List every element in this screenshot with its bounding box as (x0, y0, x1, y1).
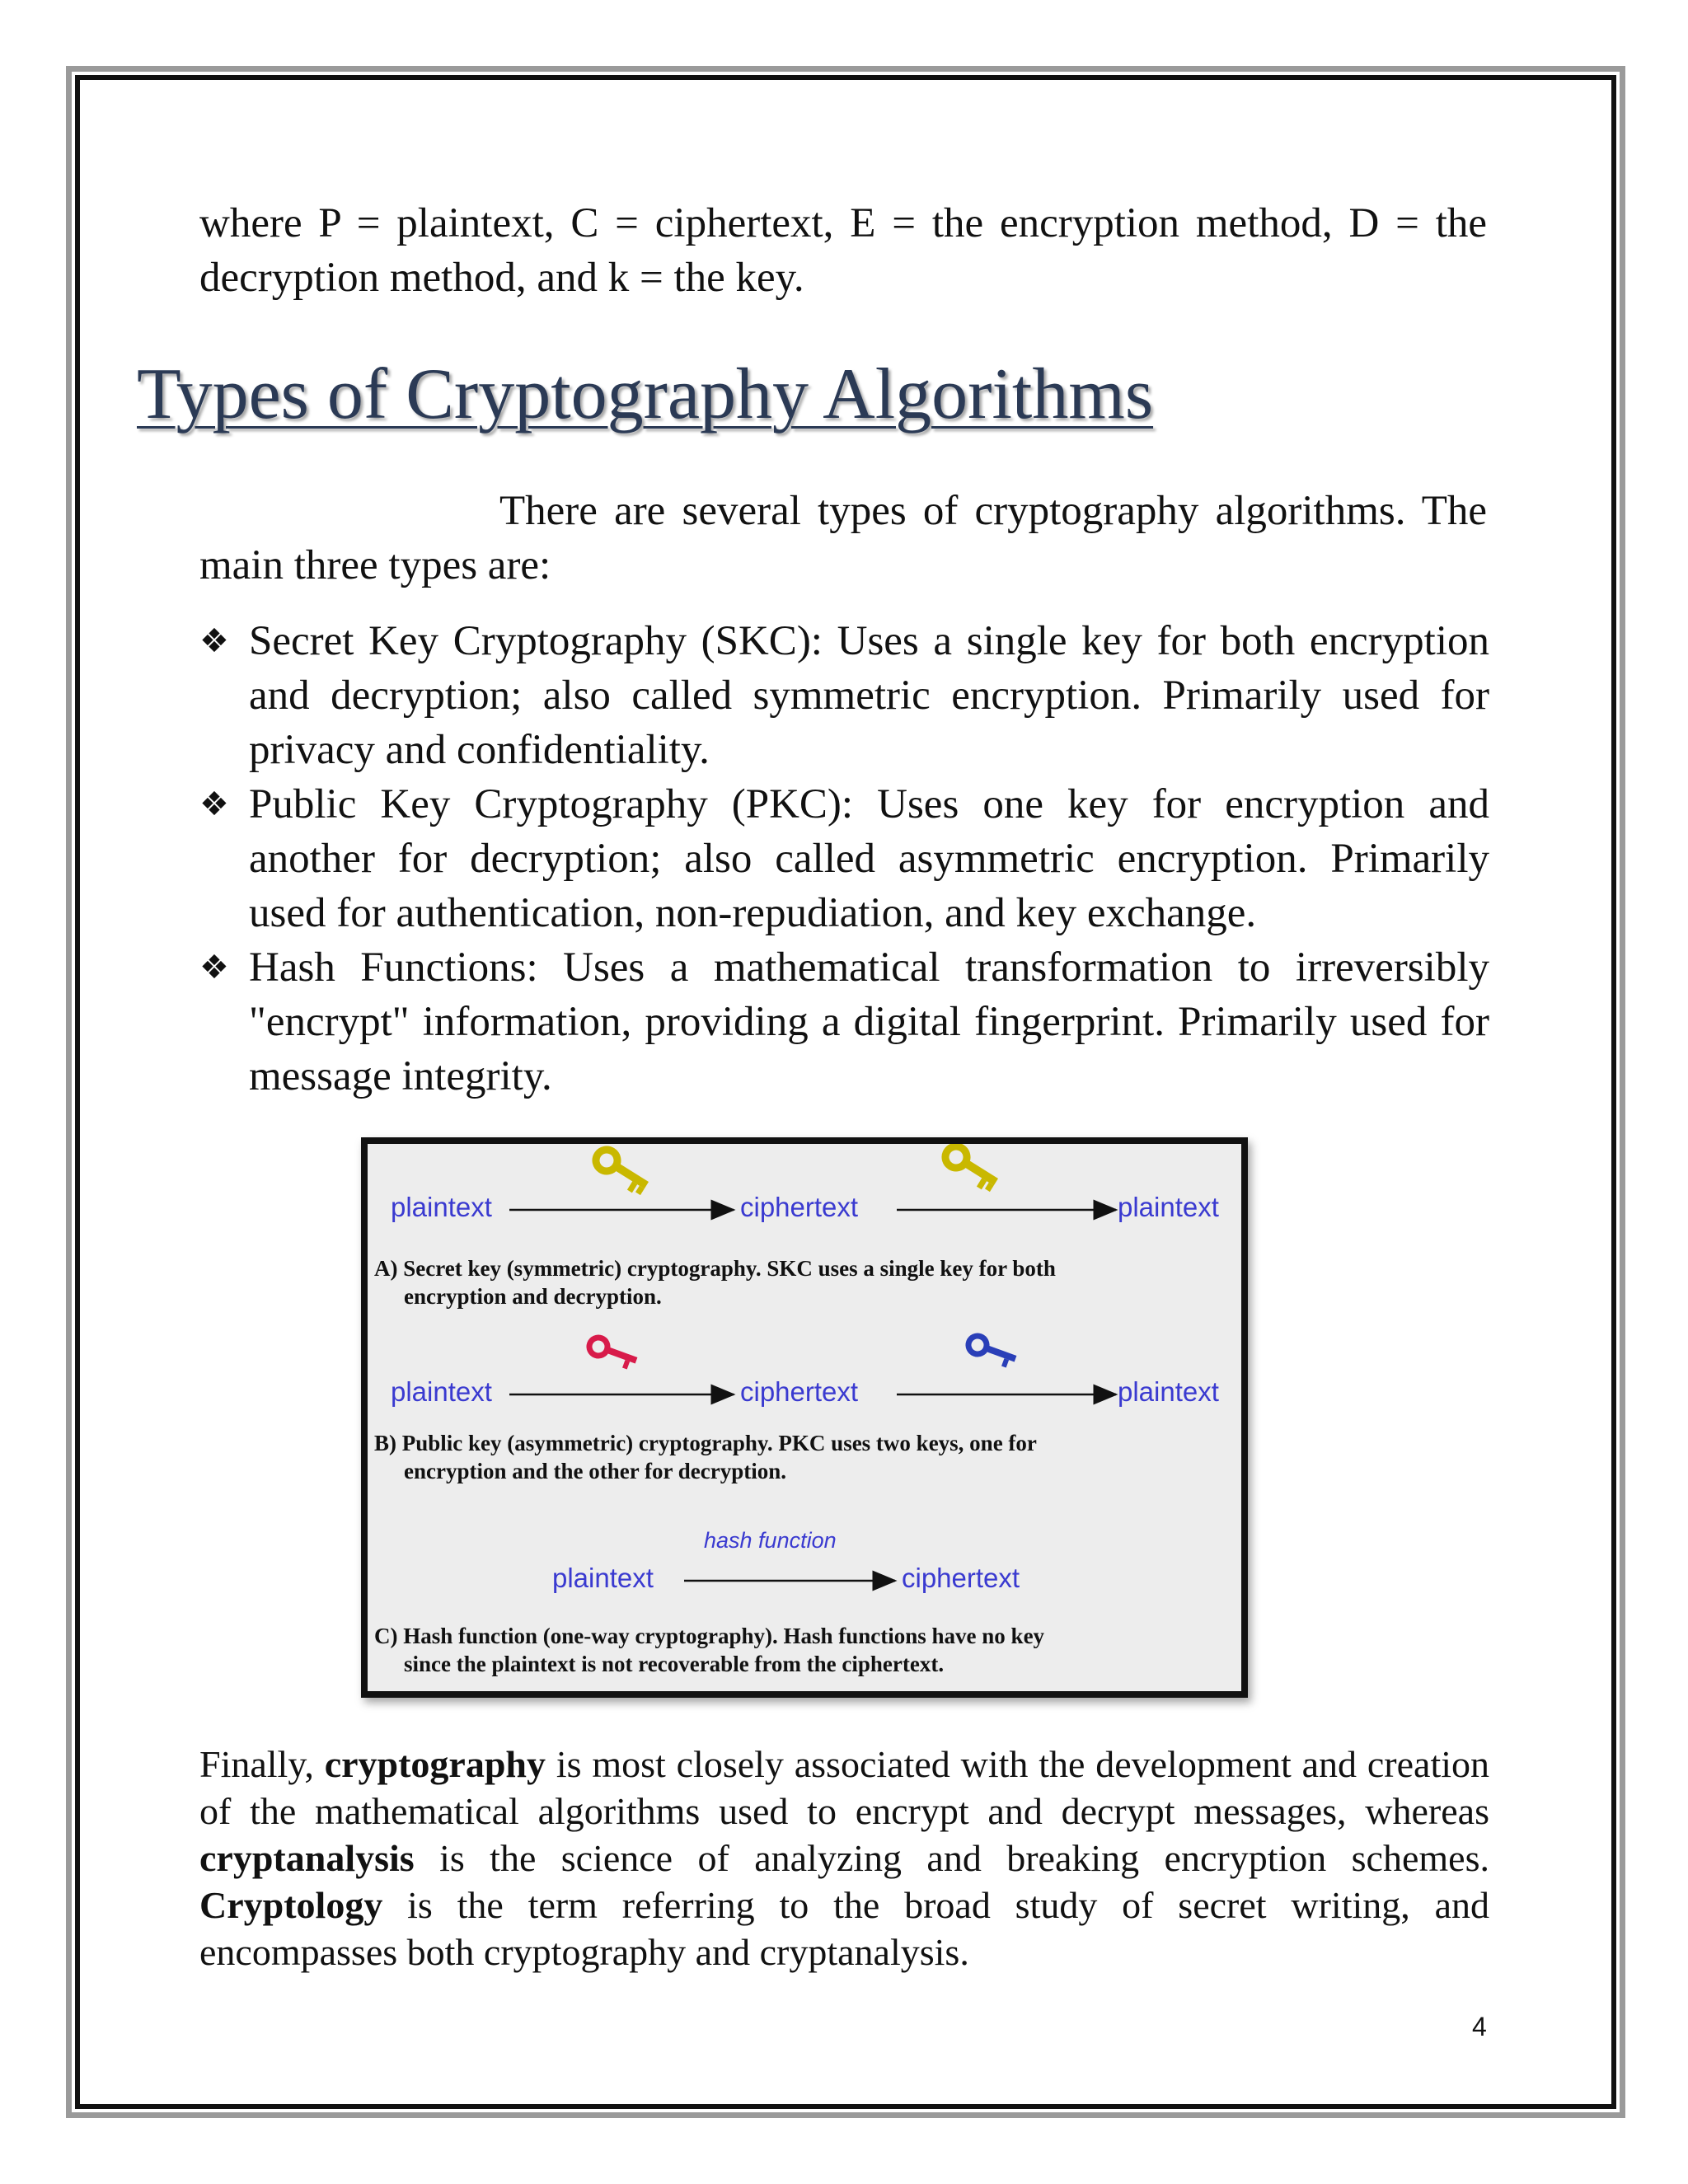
key-icon (590, 1146, 652, 1197)
hash-function-label: hash function (704, 1528, 837, 1553)
closing-text: Finally, (199, 1743, 325, 1785)
list-item-skc (199, 614, 1489, 777)
term-cryptology: Cryptology (199, 1884, 383, 1926)
diamond-bullet-icon: ❖ (199, 949, 229, 987)
closing-text: is the science of analyzing and breaking encryption schemes. (414, 1837, 1489, 1879)
list-item-hash (199, 940, 1489, 1104)
list-item-pkc (199, 777, 1489, 940)
lead-paragraph (199, 484, 1487, 593)
caption-line: C) Hash function (one-way cryptography). Hash functions have no key (374, 1624, 1045, 1648)
figure-caption-b (374, 1429, 1231, 1485)
cryptography-types-figure (361, 1137, 1248, 1698)
section-heading: Types of Cryptography Algorithms (137, 354, 1154, 434)
flow-label: plaintext (1118, 1192, 1219, 1222)
flow-label: ciphertext (902, 1563, 1020, 1593)
closing-paragraph (199, 1741, 1489, 1975)
flow-label: plaintext (1118, 1376, 1219, 1407)
closing-text: is most closely associated with the development and creation of the mathematical algorithms used to encrypt and decrypt messages, whereas (199, 1743, 1489, 1832)
list-item-text: Hash Functions: Uses a mathematical transformation to irreversibly "encrypt" information, providing a digital fingerprint. Primarily used for message integrity. (249, 944, 1489, 1099)
list-item-text: Public Key Cryptography (PKC): Uses one key for encryption and another for decryption; also called asymmetric encryption. Primarily used for authentication, non-repudiation, and key exchange. (249, 781, 1489, 936)
flow-label: plaintext (391, 1376, 492, 1407)
key-icon (586, 1335, 640, 1371)
term-cryptanalysis: cryptanalysis (199, 1837, 415, 1879)
list-item-text: Secret Key Cryptography (SKC): Uses a single key for both encryption and decryption; also called symmetric encryption. Primarily used for privacy and confidentiality. (249, 618, 1489, 773)
diamond-bullet-icon: ❖ (199, 785, 229, 823)
page-number: 4 (1472, 2012, 1487, 2041)
flow-label: plaintext (391, 1192, 492, 1222)
figure-arrows-and-keys (368, 1144, 1241, 1691)
figure-caption-a (374, 1254, 1231, 1310)
key-icon (940, 1144, 1001, 1194)
intro-paragraph: where P = plaintext, C = ciphertext, E = the encryption method, D = the decryption method, and k = the key. (199, 200, 1487, 301)
caption-line: B) Public key (asymmetric) cryptography. PKC uses two keys, one for (374, 1431, 1037, 1455)
closing-text: is the term referring to the broad study of secret writing, and encompasses both cryptography and cryptanalysis. (199, 1884, 1489, 1973)
figure-caption-c (374, 1622, 1231, 1678)
key-icon (965, 1333, 1019, 1370)
algorithm-type-list (199, 614, 1489, 1104)
caption-line: encryption and decryption. (404, 1284, 662, 1309)
flow-label: ciphertext (740, 1192, 859, 1222)
caption-line: encryption and the other for decryption. (404, 1459, 786, 1483)
caption-line: A) Secret key (symmetric) cryptography. SKC uses a single key for both (374, 1256, 1056, 1281)
flow-label: ciphertext (740, 1376, 859, 1407)
caption-line: since the plaintext is not recoverable from the ciphertext. (404, 1652, 945, 1676)
flow-label: plaintext (552, 1563, 654, 1593)
diamond-bullet-icon: ❖ (199, 622, 229, 660)
lead-text: There are several types of cryptography algorithms. The main three types are: (199, 488, 1487, 588)
term-cryptography: cryptography (324, 1743, 546, 1785)
